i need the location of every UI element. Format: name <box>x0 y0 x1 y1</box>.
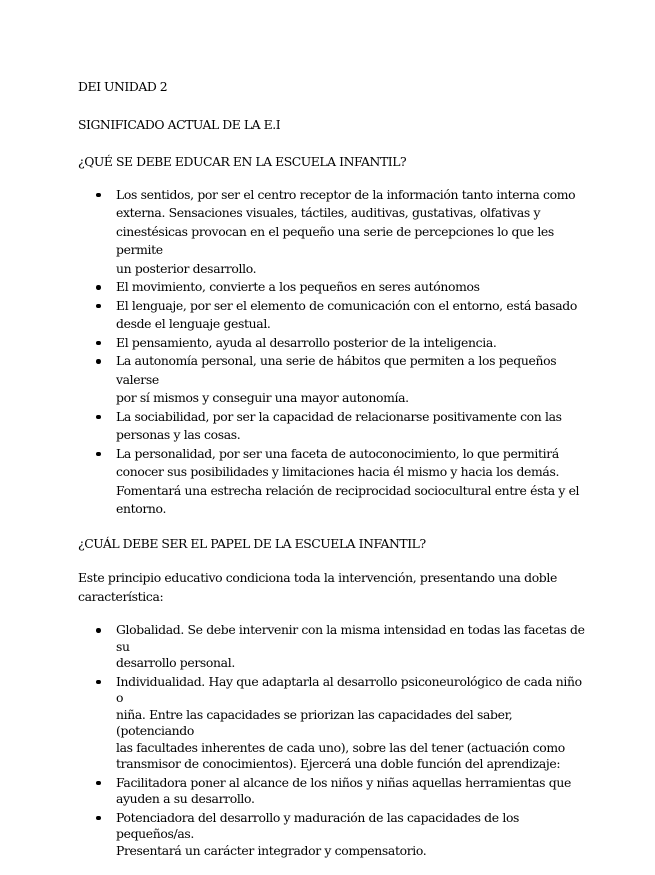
list-item-text: Potenciadora del desarrollo y maduración de las capacidades de los pequeños/as. Presentará un carácter integrador y compensatorio. <box>116 809 520 858</box>
list-item <box>78 674 588 773</box>
section-heading-school-role: ¿CUÁL DEBE SER EL PAPEL DE LA ESCUELA INFANTIL? <box>78 535 426 551</box>
document-title: DEI UNIDAD 2 <box>78 79 168 94</box>
list-item <box>78 278 588 297</box>
bullet-icon <box>96 680 101 685</box>
list-item-text: El lenguaje, por ser el elemento de comunicación con el entorno, está basado desde el lenguaje gestual. <box>116 297 577 331</box>
bullet-icon <box>96 304 101 309</box>
section-heading-what-to-educate: ¿QUÉ SE DEBE EDUCAR EN LA ESCUELA INFANTIL? <box>78 154 407 169</box>
bullet-icon <box>96 628 101 633</box>
list-item <box>78 810 588 860</box>
document-subtitle: SIGNIFICADO ACTUAL DE LA E.I <box>78 116 281 132</box>
bullet-list-school-role <box>78 622 588 859</box>
list-item <box>78 334 588 353</box>
list-item-text: Los sentidos, por ser el centro receptor de la información tanto interna como externa. Sensaciones visuales, táctiles, auditivas, gustativas, olfativas y cinestésicas provocan en el pequeño una serie de percepciones lo que les permite un posterior desarrollo. <box>116 186 576 276</box>
bullet-icon <box>96 193 101 198</box>
list-item-text: La sociabilidad, por ser la capacidad de relacionarse positivamente con las personas y las cosas. <box>116 408 562 442</box>
list-item <box>78 775 588 808</box>
intro-line: característica: <box>78 588 164 604</box>
bullet-icon <box>96 781 101 786</box>
bullet-icon <box>96 285 101 290</box>
bullet-icon <box>96 816 101 821</box>
list-item <box>78 297 588 334</box>
list-item <box>78 408 588 445</box>
intro-paragraph <box>78 569 588 606</box>
list-item-text: La personalidad, por ser una faceta de autoconocimiento, lo que permitirá conocer sus posibilidades y limitaciones hacia él mismo y hacia los demás. Fomentará una estrecha relación de reciprocidad sociocultural entre ésta y el entorno. <box>116 445 580 516</box>
list-item-text: Individualidad. Hay que adaptarla al desarrollo psiconeurológico de cada niño o niña. Entre las capacidades se priorizan las capacidades del saber, (potenciando las facultades inherentes de cada uno), sobre las del tener (actuación como transmisor de conocimientos). Ejercerá una doble función del aprendizaje: <box>116 673 582 771</box>
list-item-text: La autonomía personal, una serie de hábitos que permiten a los pequeños valerse por sí mismos y conseguir una mayor autonomía. <box>116 353 557 405</box>
list-item-text: El movimiento, convierte a los pequeños en seres autónomos <box>116 279 480 294</box>
document-body <box>78 78 588 875</box>
intro-line: Este principio educativo condiciona toda la intervención, presentando una doble <box>78 570 557 585</box>
bullet-icon <box>96 452 101 457</box>
list-item <box>78 622 588 672</box>
list-item <box>78 186 588 279</box>
list-item-text: El pensamiento, ayuda al desarrollo posterior de la inteligencia. <box>116 334 497 350</box>
list-item <box>78 352 588 408</box>
list-item <box>78 445 588 519</box>
bullet-icon <box>96 415 101 420</box>
list-item-text: Globalidad. Se debe intervenir con la misma intensidad en todas las facetas de su desarrollo personal. <box>116 622 585 670</box>
bullet-icon <box>96 341 101 346</box>
list-item-text: Facilitadora poner al alcance de los niños y niñas aquellas herramientas que ayuden a su desarrollo. <box>116 774 571 806</box>
bullet-icon <box>96 359 101 364</box>
bullet-list-what-to-educate <box>78 186 588 519</box>
